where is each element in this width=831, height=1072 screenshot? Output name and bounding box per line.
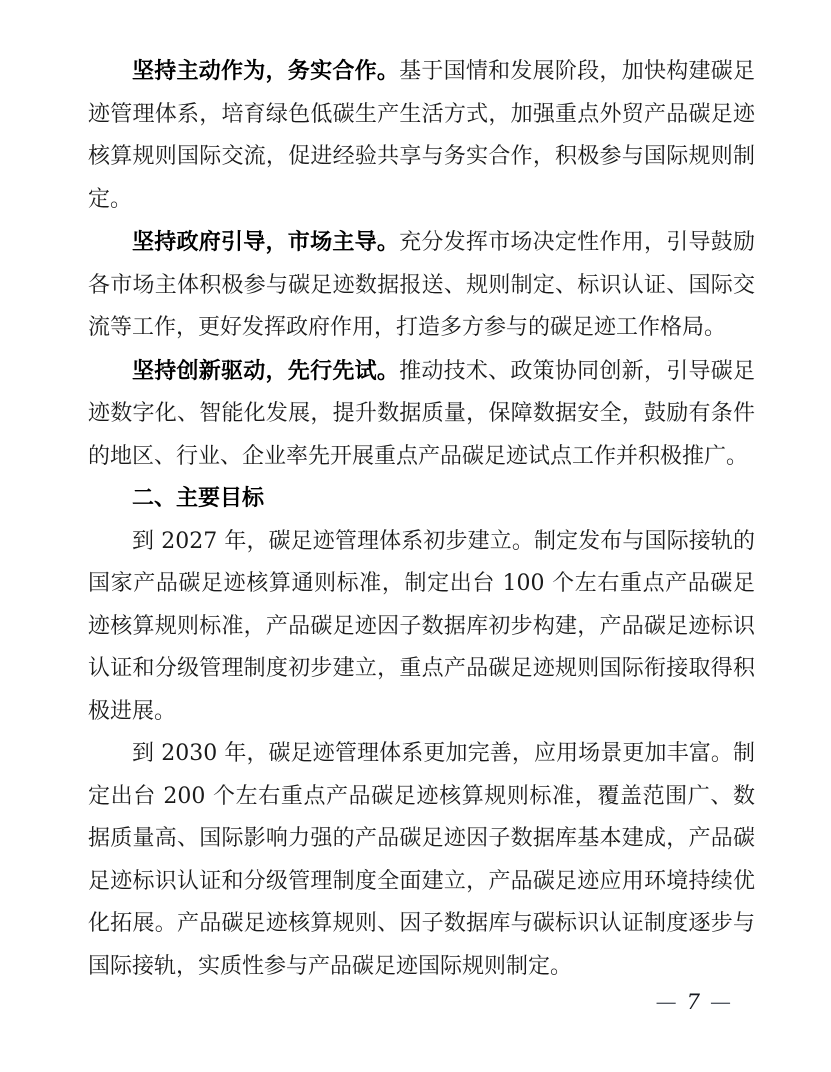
paragraph-lead: 坚持主动作为，务实合作。 — [132, 58, 400, 84]
goal-paragraph: 到 2027 年，碳足迹管理体系初步建立。制定发布与国际接轨的国家产品碳足迹核算通则标准，制定出台 100 个左右重点产品碳足迹核算规则标准，产品碳足迹因子数据库初步构建，产品碳足迹标识认证和分级管理制度初步建立，重点产品碳足迹规则国际衔接取得积极进展。 — [88, 528, 755, 724]
paragraph-text: 基于国情和发展阶段，加快构建碳足迹管理体系，培育绿色低碳生产生活方式，加强重点外贸产品碳足迹核算规则国际交流，促进经验共享与务实合作，积极参与国际规则制定。 — [88, 59, 755, 212]
paragraph-text: 推动技术、政策协同创新，引导碳足迹数字化、智能化发展，提升数据质量，保障数据安全，鼓励有条件的地区、行业、企业率先开展重点产品碳足迹试点工作并积极推广。 — [88, 358, 755, 469]
page-number: 7 — [686, 990, 700, 1014]
goal-paragraph: 到 2030 年，碳足迹管理体系更加完善，应用场景更加丰富。制定出台 200 个左右重点产品碳足迹核算规则标准，覆盖范围广、数据质量高、国际影响力强的产品碳足迹因子数据库基本建成，产品碳足迹标识认证和分级管理制度全面建立，产品碳足迹应用环境持续优化拓展。产品碳足迹核算规则、因子数据库与碳标识认证制度逐步与国际接轨，实质性参与产品碳足迹国际规则制定。 — [88, 741, 755, 979]
paragraph-lead: 坚持政府引导，市场主导。 — [132, 229, 400, 255]
principle-paragraph — [88, 50, 755, 221]
paragraph-lead: 坚持创新驱动，先行先试。 — [132, 357, 400, 384]
paragraph-text: 充分发挥市场决定性作用，引导鼓励各市场主体积极参与碳足迹数据报送、规则制定、标识认证、国际交流等工作，更好发挥政府作用，打造多方参与的碳足迹工作格局。 — [88, 230, 755, 340]
page-body — [88, 50, 755, 988]
footer-left-dash: — — [655, 990, 677, 1014]
page-footer — [656, 990, 731, 1014]
principle-paragraph — [88, 350, 755, 479]
section-heading: 二、主要目标 — [132, 486, 265, 511]
footer-right-dash: — — [710, 990, 731, 1014]
principle-paragraph — [88, 221, 755, 350]
